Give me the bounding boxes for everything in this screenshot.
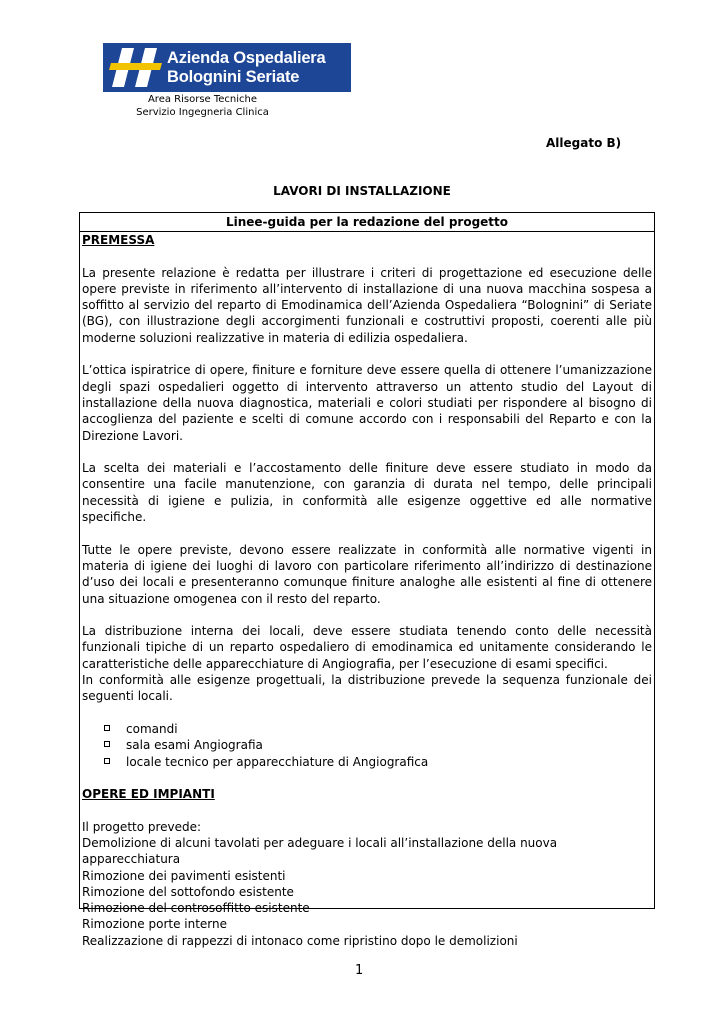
paragraph: In conformità alle esigenze progettuali, la distribuzione prevede la sequenza funzionale dei seguenti locali. [82,673,652,704]
logo-line-2: Bolognini Seriate [167,68,300,86]
works-list [82,819,652,949]
works-line: Rimozione porte interne [82,917,228,932]
paragraph: La scelta dei materiali e l’accostamento delle finiture deve essere studiato in modo da consentire una facile manutenzione, con garanzia di durata nel tempo, delle principali necessità di igiene e pulizia, in conformità alle esigenze oggettive ed alle normative specifiche. [82,461,652,525]
department-line-2: Servizio Ingegneria Clinica [136,107,269,118]
page-number: 1 [355,963,364,978]
paragraph: La presente relazione è redatta per illustrare i criteri di progettazione ed esecuzione delle opere previste in riferimento all’intervento di installazione di una nuova macchina sospesa a soffitto al servizio del reparto di Emodinamica dell’Azienda Ospedaliera “Bolognini” di Seriate (BG), con illustrazione degli accorgimenti funzionali e costruttivi proposti, coerenti alle più moderne soluzioni realizzative in materia di edilizia ospedaliera. [82,265,652,345]
works-line: Il progetto prevede: [82,819,202,834]
list-item [104,721,652,737]
annex-label: Allegato B) [546,136,622,150]
document-title: LAVORI DI INSTALLAZIONE [273,184,451,198]
paragraph: La distribuzione interna dei locali, deve essere studiata tenendo conto delle necessità funzionali tipiche di un reparto ospedaliero di emodinamica ed unitamente considerando le caratteristiche delle apparecchiature di Angiografia, per l’esecuzione di esami specifici. [82,624,652,671]
list-item-label: sala esami Angiografia [126,738,263,753]
paragraph: L’ottica ispiratrice di opere, finiture e forniture deve essere quella di ottenere l’umanizzazione degli spazi ospedalieri oggetto di intervento attraverso un attento studio del Layout di installazione della nuova diagnostica, materiali e colori studiati per rispondere al bisogno di accoglienza del paziente e scelti di comune accordo con i responsabili del Reparto e con la Direzione Lavori. [82,363,652,443]
checkbox-bullet-icon [104,741,110,747]
hospital-h-logo-icon [109,46,165,89]
list-item [104,737,652,753]
guidelines-box [79,212,655,948]
checkbox-bullet-icon [104,758,110,764]
hospital-logo [103,43,351,92]
checkbox-bullet-icon [104,725,110,731]
works-line: Rimozione del sottofondo esistente [82,884,294,899]
works-line: Rimozione dei pavimenti esistenti [82,868,286,883]
section-heading-premessa: PREMESSA [82,233,155,247]
guidelines-title: Linee-guida per la redazione del progetto [80,213,654,232]
section-heading-opere: OPERE ED IMPIANTI [82,787,215,802]
list-item-label: locale tecnico per apparecchiature di Angiografica [126,754,429,769]
works-line: Demolizione di alcuni tavolati per adeguare i locali all’installazione della nuova apparecchiatura [82,835,558,867]
list-item-label: comandi [126,721,178,736]
department-line-1: Area Risorse Tecniche [147,94,258,105]
works-line: Realizzazione di rappezzi di intonaco come ripristino dopo le demolizioni [82,933,518,948]
rooms-list [82,721,652,770]
works-line: Rimozione del controsoffitto esistente [82,901,310,916]
paragraph: Tutte le opere previste, devono essere realizzate in conformità alle normative vigenti in materia di igiene dei luoghi di lavoro con particolare riferimento all’indirizzo di destinazione d’uso dei locali e presenteranno comunque finiture analoghe alle esistenti al fine di ottenere una situazione omogenea con il resto del reparto. [82,542,652,606]
logo-line-1: Azienda Ospedaliera [167,49,326,67]
list-item [104,754,652,770]
guidelines-content [82,232,652,949]
